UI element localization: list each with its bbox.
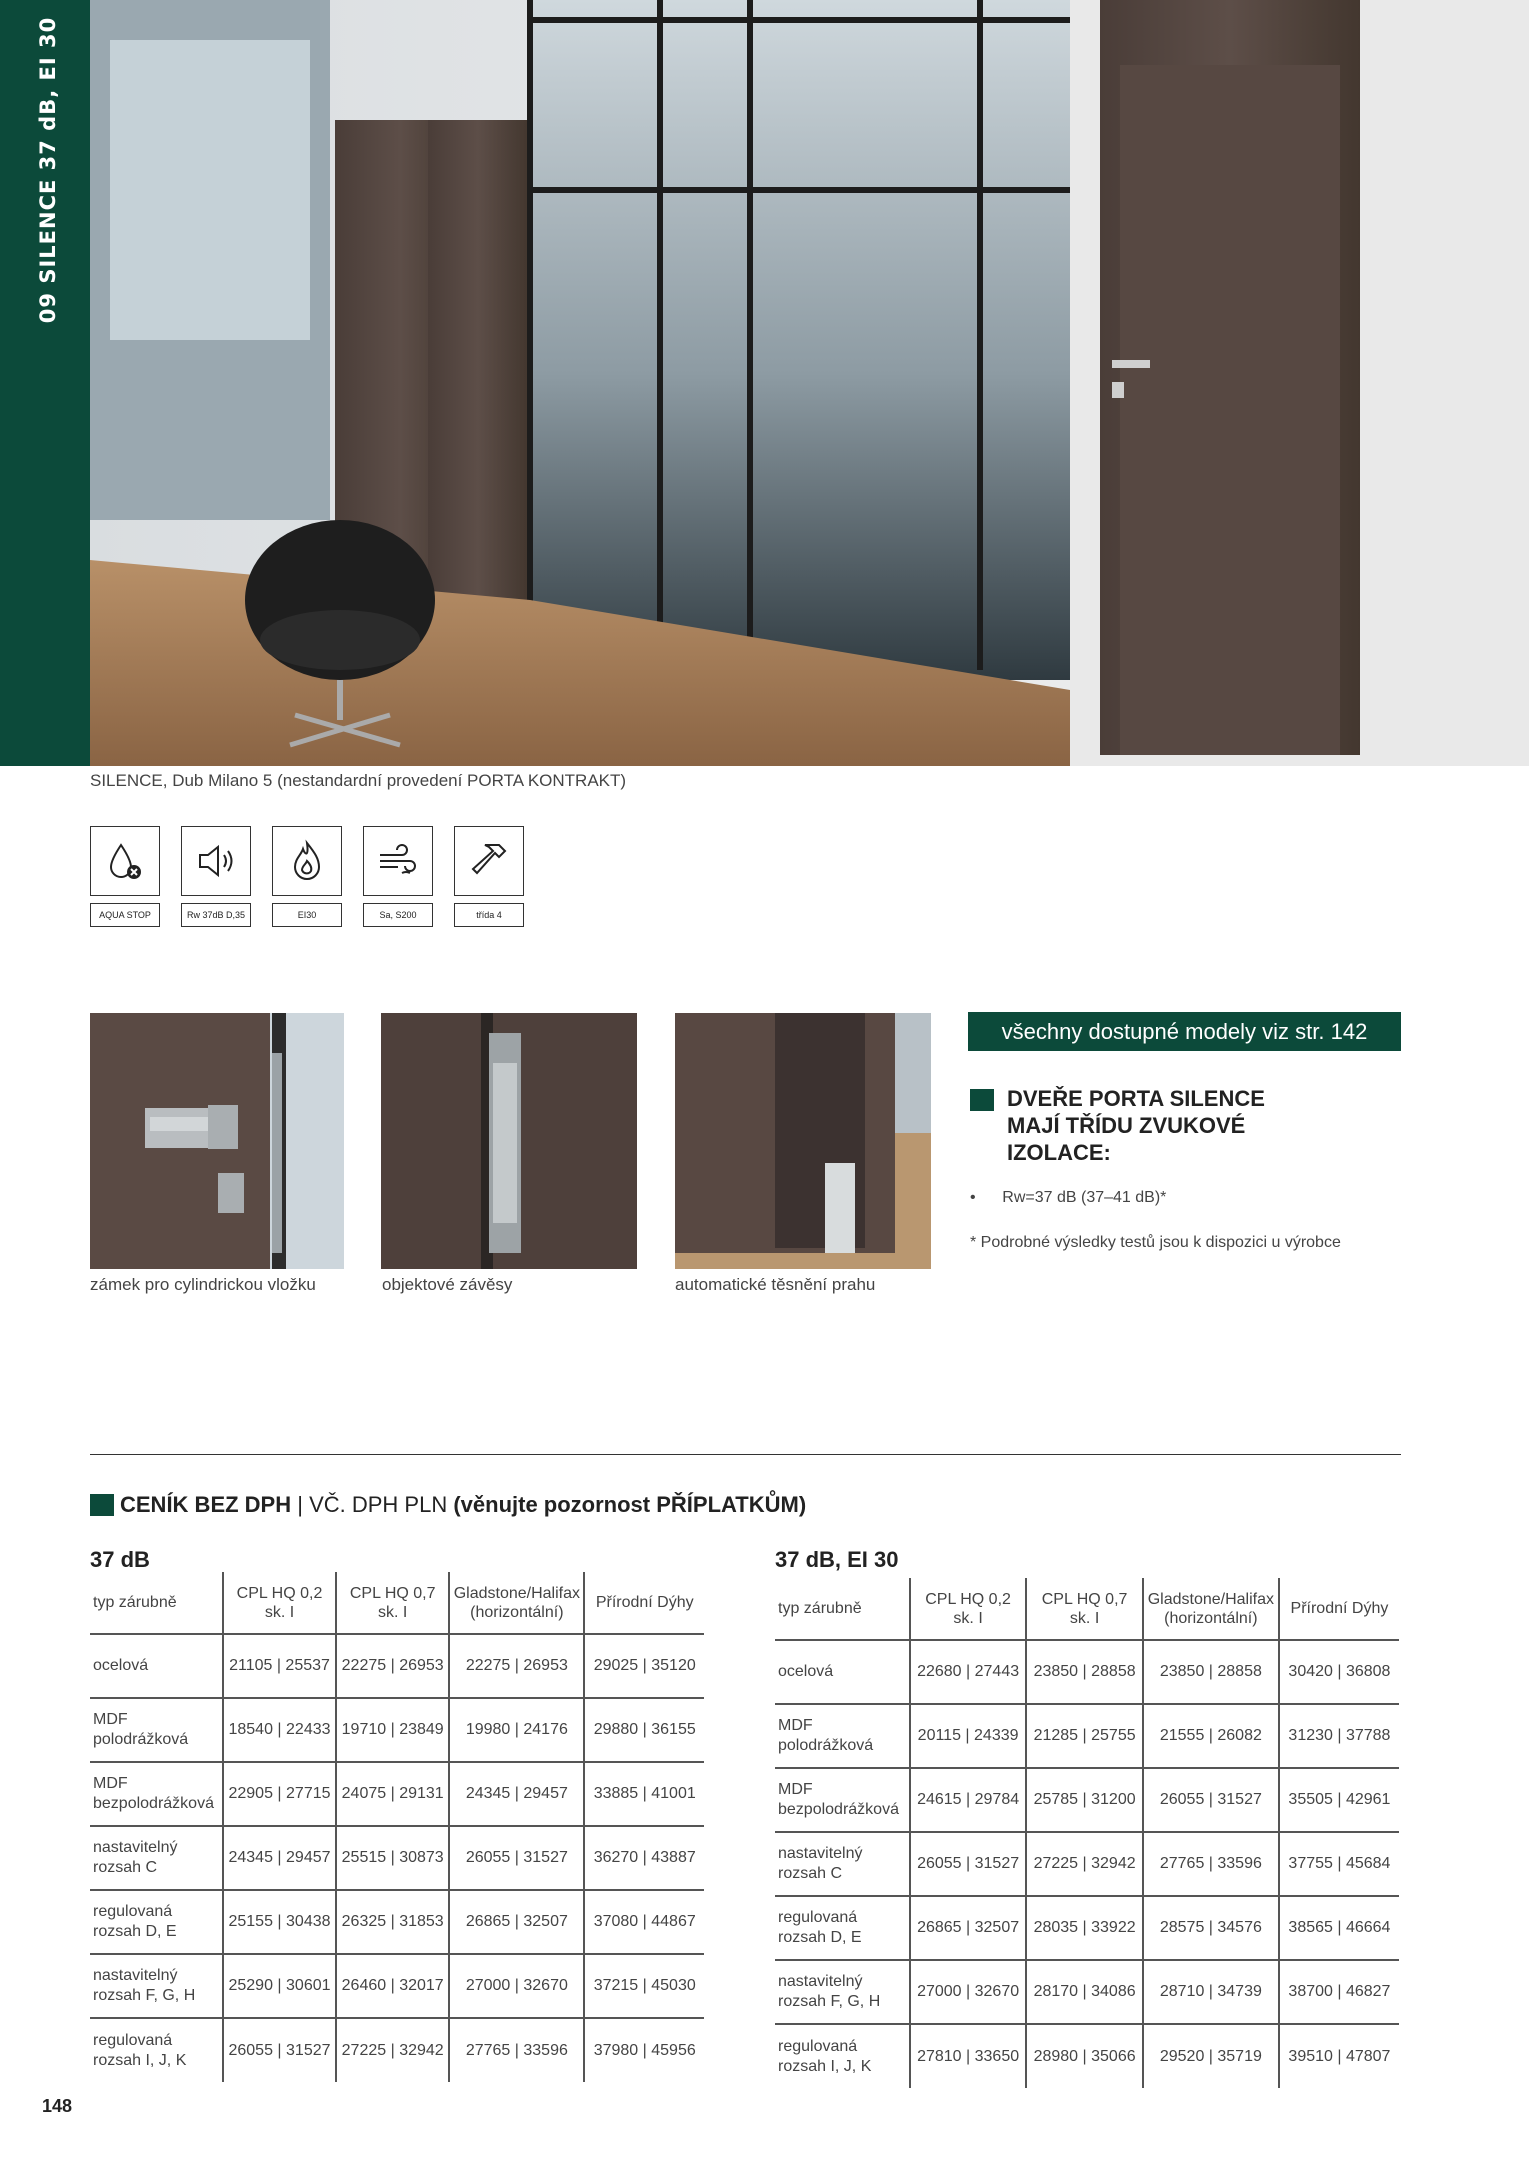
frame-type-cell: regulovaná rozsah D, E [775, 1896, 910, 1960]
price-cell: 22680 | 27443 [910, 1640, 1027, 1704]
frame-type-cell: nastavitelný rozsah C [775, 1832, 910, 1896]
feature-label-acoustic: Rw 37dB D,35 [181, 903, 251, 927]
table-row [90, 1826, 704, 1890]
table-header-row [775, 1578, 1399, 1640]
price-cell: 28575 | 34576 [1143, 1896, 1279, 1960]
price-cell: 37755 | 45684 [1279, 1832, 1399, 1896]
flame-icon [272, 826, 342, 896]
hero-photo [90, 0, 1529, 766]
water-drop-icon [90, 826, 160, 896]
sound-insulation-heading: DVEŘE PORTA SILENCE MAJÍ TŘÍDU ZVUKOVÉ IZOLACE: [1007, 1086, 1265, 1165]
speaker-icon [181, 826, 251, 896]
lock-caption: zámek pro cylindrickou vložku [90, 1275, 316, 1294]
feature-label-ei30: EI30 [272, 903, 342, 927]
section-divider [90, 1454, 1401, 1455]
table-title-37db-ei30: 37 dB, EI 30 [775, 1547, 899, 1572]
table-row [775, 1960, 1399, 2024]
price-cell: 21105 | 25537 [223, 1634, 336, 1698]
price-cell: 28035 | 33922 [1026, 1896, 1143, 1960]
price-cell: 28170 | 34086 [1026, 1960, 1143, 2024]
hinges-caption: objektové závěsy [382, 1275, 513, 1294]
price-cell: 30420 | 36808 [1279, 1640, 1399, 1704]
column-header: CPL HQ 0,7 sk. I [1026, 1578, 1143, 1640]
price-cell: 37215 | 45030 [584, 1954, 704, 2018]
price-cell: 33885 | 41001 [584, 1762, 704, 1826]
table-title-37db: 37 dB [90, 1547, 150, 1572]
table-row [90, 2018, 704, 2082]
hero-caption: SILENCE, Dub Milano 5 (nestandardní provedení PORTA KONTRAKT) [90, 771, 627, 790]
price-cell: 26865 | 32507 [449, 1890, 584, 1954]
feature-label-aqua-stop: AQUA STOP [90, 903, 160, 927]
table-row [775, 1832, 1399, 1896]
feature-label-class: třída 4 [454, 903, 524, 927]
column-header: Přírodní Dýhy [1279, 1578, 1399, 1640]
frame-type-cell: regulovaná rozsah I, J, K [90, 2018, 223, 2082]
price-cell: 19710 | 23849 [336, 1698, 449, 1762]
price-cell: 26460 | 32017 [336, 1954, 449, 2018]
price-cell: 36270 | 43887 [584, 1826, 704, 1890]
price-cell: 27000 | 32670 [449, 1954, 584, 2018]
price-cell: 26865 | 32507 [910, 1896, 1027, 1960]
hinges-photo [381, 1013, 637, 1269]
frame-type-cell: MDF bezpolodrážková [90, 1762, 223, 1826]
table-row [775, 1768, 1399, 1832]
price-cell: 22275 | 26953 [449, 1634, 584, 1698]
frame-type-cell: nastavitelný rozsah F, G, H [90, 1954, 223, 2018]
page-number: 148 [42, 2096, 73, 2116]
price-cell: 37080 | 44867 [584, 1890, 704, 1954]
price-cell: 27765 | 33596 [1143, 1832, 1279, 1896]
hammer-icon [454, 826, 524, 896]
table-row [775, 1640, 1399, 1704]
frame-type-cell: regulovaná rozsah I, J, K [775, 2024, 910, 2088]
price-cell: 25515 | 30873 [336, 1826, 449, 1890]
price-cell: 18540 | 22433 [223, 1698, 336, 1762]
table-header-row [90, 1572, 704, 1634]
price-cell: 27225 | 32942 [336, 2018, 449, 2082]
price-cell: 21555 | 26082 [1143, 1704, 1279, 1768]
frame-type-cell: nastavitelný rozsah F, G, H [775, 1960, 910, 2024]
price-cell: 26055 | 31527 [910, 1832, 1027, 1896]
table-row [775, 2024, 1399, 2088]
price-cell: 23850 | 28858 [1143, 1640, 1279, 1704]
price-list-heading: CENÍK BEZ DPH | VČ. DPH PLN (věnujte pozornost PŘÍPLATKŮM) [120, 1492, 807, 1517]
price-square-marker [90, 1494, 114, 1516]
frame-type-cell: ocelová [90, 1634, 223, 1698]
price-cell: 27810 | 33650 [910, 2024, 1027, 2088]
frame-type-cell: MDF polodrážková [90, 1698, 223, 1762]
price-cell: 26055 | 31527 [223, 2018, 336, 2082]
frame-type-cell: ocelová [775, 1640, 910, 1704]
price-cell: 37980 | 45956 [584, 2018, 704, 2082]
price-cell: 25785 | 31200 [1026, 1768, 1143, 1832]
column-header: Gladstone/Halifax (horizontální) [449, 1572, 584, 1634]
column-header: CPL HQ 0,2 sk. I [223, 1572, 336, 1634]
price-cell: 23850 | 28858 [1026, 1640, 1143, 1704]
price-cell: 20115 | 24339 [910, 1704, 1027, 1768]
models-banner: všechny dostupné modely viz str. 142 [968, 1012, 1401, 1051]
lock-photo [90, 1013, 344, 1269]
column-header: typ zárubně [93, 1593, 177, 1611]
frame-type-cell: MDF polodrážková [775, 1704, 910, 1768]
price-cell: 27765 | 33596 [449, 2018, 584, 2082]
price-table-37db-ei30 [775, 1578, 1399, 2088]
table-row [90, 1890, 704, 1954]
table-row [90, 1762, 704, 1826]
office-interior-illustration [90, 0, 1529, 766]
smoke-icon [363, 826, 433, 896]
table-row [90, 1698, 704, 1762]
price-cell: 24345 | 29457 [223, 1826, 336, 1890]
threshold-seal-caption: automatické těsnění prahu [675, 1275, 876, 1294]
price-cell: 39510 | 47807 [1279, 2024, 1399, 2088]
price-cell: 27000 | 32670 [910, 1960, 1027, 2024]
section-title: 09 SILENCE 37 dB, EI 30 [36, 16, 60, 324]
test-results-note: * Podrobné výsledky testů jsou k dispozici u výrobce [970, 1234, 1341, 1251]
price-cell: 24615 | 29784 [910, 1768, 1027, 1832]
heading-square-marker [970, 1089, 994, 1111]
price-cell: 22275 | 26953 [336, 1634, 449, 1698]
price-cell: 19980 | 24176 [449, 1698, 584, 1762]
section-sidebar [0, 0, 90, 766]
price-cell: 35505 | 42961 [1279, 1768, 1399, 1832]
price-cell: 38565 | 46664 [1279, 1896, 1399, 1960]
table-row [775, 1896, 1399, 1960]
column-header: typ zárubně [778, 1599, 862, 1617]
price-cell: 22905 | 27715 [223, 1762, 336, 1826]
price-cell: 24075 | 29131 [336, 1762, 449, 1826]
table-row [90, 1954, 704, 2018]
price-cell: 24345 | 29457 [449, 1762, 584, 1826]
price-cell: 27225 | 32942 [1026, 1832, 1143, 1896]
price-cell: 29520 | 35719 [1143, 2024, 1279, 2088]
table-row [90, 1634, 704, 1698]
price-cell: 26055 | 31527 [449, 1826, 584, 1890]
price-table-37db [90, 1572, 704, 2082]
column-header: CPL HQ 0,7 sk. I [336, 1572, 449, 1634]
price-cell: 21285 | 25755 [1026, 1704, 1143, 1768]
frame-type-cell: regulovaná rozsah D, E [90, 1890, 223, 1954]
price-cell: 29880 | 36155 [584, 1698, 704, 1762]
feature-label-smoke: Sa, S200 [363, 903, 433, 927]
price-cell: 28710 | 34739 [1143, 1960, 1279, 2024]
rw-bullet: • Rw=37 dB (37–41 dB)* [970, 1189, 1167, 1206]
price-cell: 25155 | 30438 [223, 1890, 336, 1954]
price-cell: 29025 | 35120 [584, 1634, 704, 1698]
table-row [775, 1704, 1399, 1768]
threshold-seal-photo [675, 1013, 931, 1269]
column-header: Gladstone/Halifax (horizontální) [1143, 1578, 1279, 1640]
price-cell: 28980 | 35066 [1026, 2024, 1143, 2088]
column-header: Přírodní Dýhy [584, 1572, 704, 1634]
price-cell: 26055 | 31527 [1143, 1768, 1279, 1832]
price-cell: 25290 | 30601 [223, 1954, 336, 2018]
column-header: CPL HQ 0,2 sk. I [910, 1578, 1027, 1640]
frame-type-cell: nastavitelný rozsah C [90, 1826, 223, 1890]
price-cell: 31230 | 37788 [1279, 1704, 1399, 1768]
frame-type-cell: MDF bezpolodrážková [775, 1768, 910, 1832]
price-cell: 38700 | 46827 [1279, 1960, 1399, 2024]
price-cell: 26325 | 31853 [336, 1890, 449, 1954]
